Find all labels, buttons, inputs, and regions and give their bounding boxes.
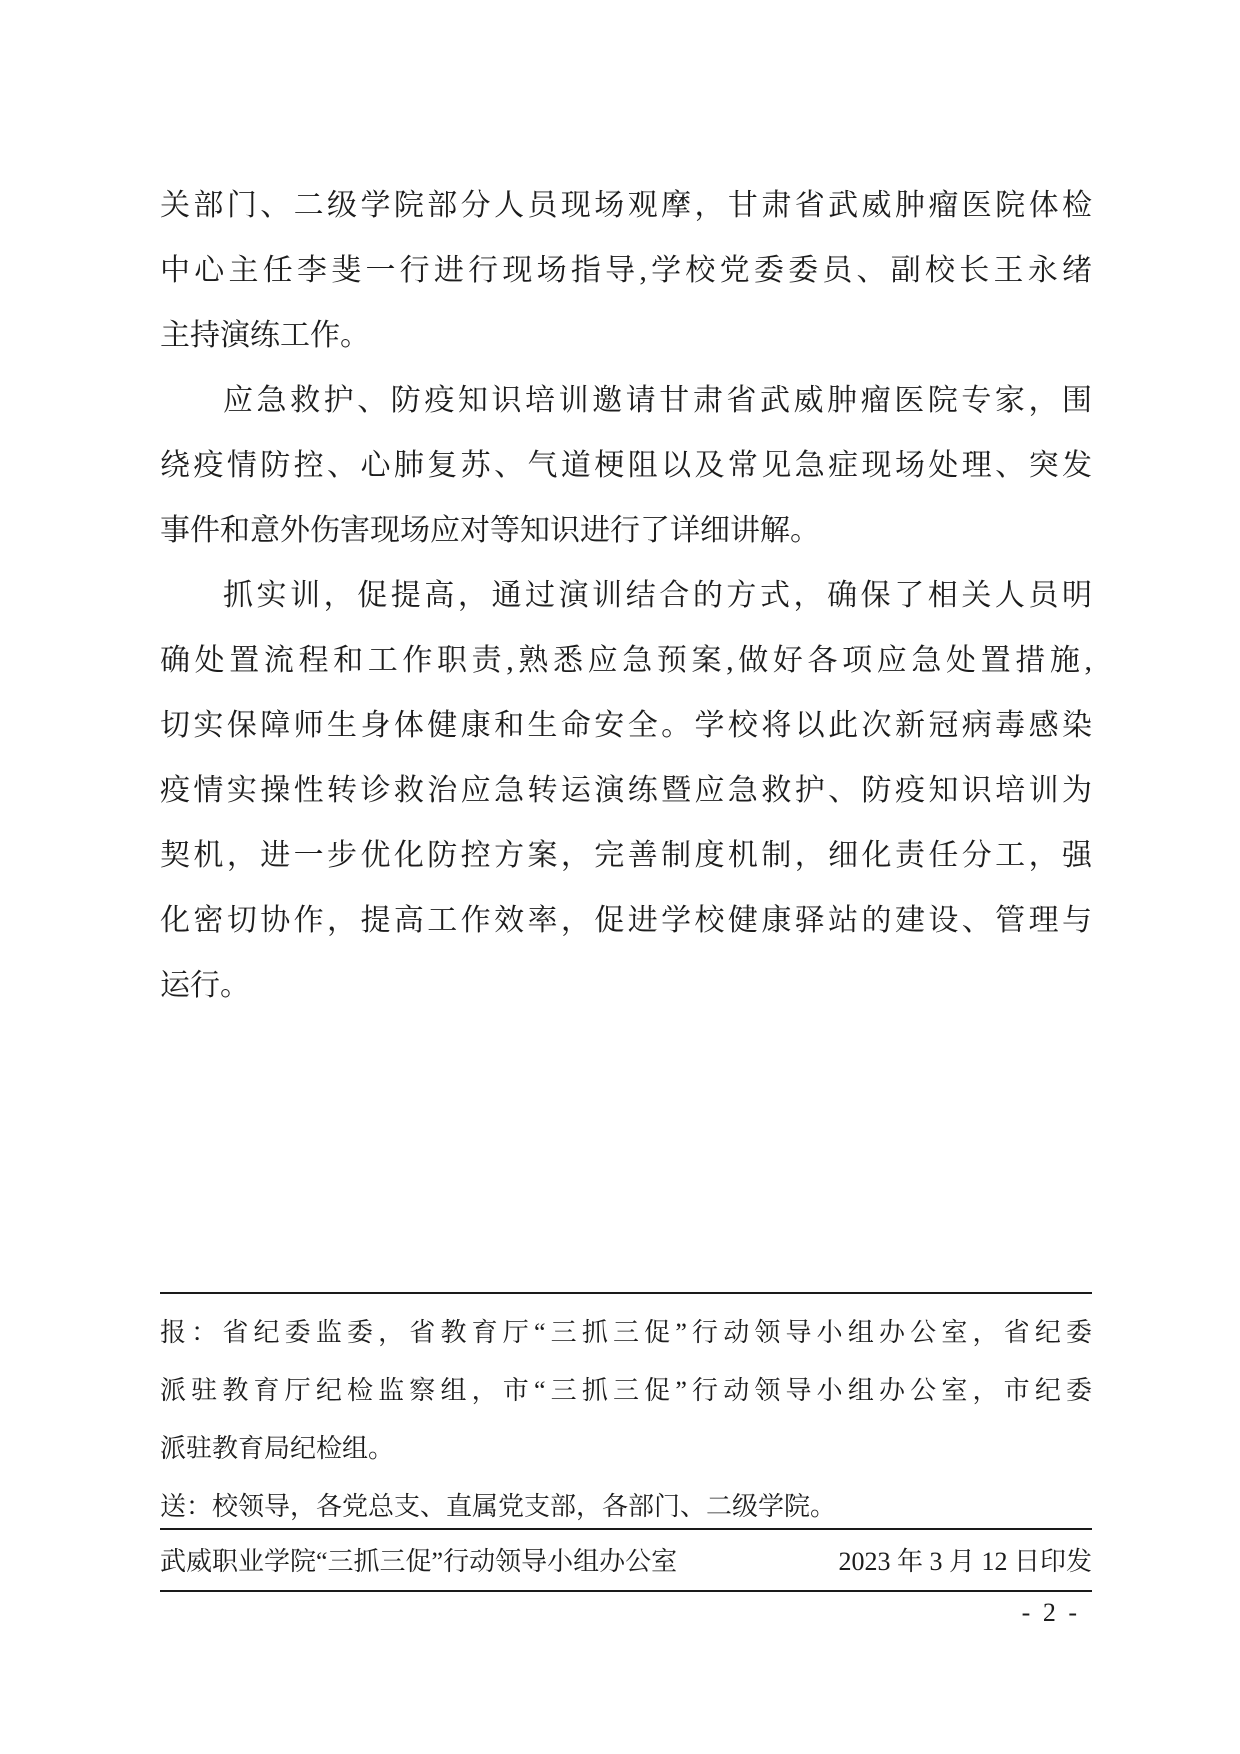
body-line: 抓实训，促提高，通过演训结合的方式，确保了相关人员明 [223,579,1092,612]
body-line: 疫情实操性转诊救治应急转运演练暨应急救护、防疫知识培训为 [160,774,1092,807]
body-line: 关部门、二级学院部分人员现场观摩，甘肃省武威肿瘤医院体检 [160,189,1092,222]
distribution-block [160,1304,1092,1536]
report-to-line: 报：省纪委监委，省教育厅“三抓三促”行动领导小组办公室，省纪委 [160,1318,1092,1347]
report-to-line: 派驻教育局纪检组。 [160,1434,395,1463]
body-line: 运行。 [160,969,250,1002]
body-line: 事件和意外伤害现场应对等知识进行了详细讲解。 [160,514,820,547]
body-line: 中心主任李斐一行进行现场指导,学校党委委员、副校长王永绪 [160,254,1092,287]
paragraph-2 [160,368,1092,563]
report-to-line: 派驻教育厅纪检监察组，市“三抓三促”行动领导小组办公室，市纪委 [160,1376,1092,1405]
body-line: 绕疫情防控、心肺复苏、气道梗阻以及常见急症现场处理、突发 [160,449,1092,482]
body-line: 切实保障师生身体健康和生命安全。学校将以此次新冠病毒感染 [160,709,1092,742]
body-line: 应急救护、防疫知识培训邀请甘肃省武威肿瘤医院专家，围 [223,384,1092,417]
paragraph-1 [160,173,1092,368]
issue-line [160,1541,1092,1583]
body-line: 主持演练工作。 [160,319,370,352]
separator-line-top [160,1292,1092,1294]
separator-line-bottom [160,1590,1092,1592]
paragraph-3 [160,563,1092,1018]
body-line: 化密切协作，提高工作效率，促进学校健康驿站的建设、管理与 [160,904,1092,937]
body-line: 确处置流程和工作职责,熟悉应急预案,做好各项应急处置措施, [160,644,1092,677]
issue-date: 2023 年 3 月 12 日印发 [838,1547,1092,1576]
body-line: 契机，进一步优化防控方案，完善制度机制，细化责任分工，强 [160,839,1092,872]
send-to-line: 送：校领导，各党总支、直属党支部，各部门、二级学院。 [160,1492,837,1521]
page-number: - 2 - [1021,1598,1080,1627]
separator-line-middle [160,1528,1092,1530]
document-body [160,173,1092,1018]
issuer-office: 武威职业学院“三抓三促”行动领导小组办公室 [160,1547,678,1576]
